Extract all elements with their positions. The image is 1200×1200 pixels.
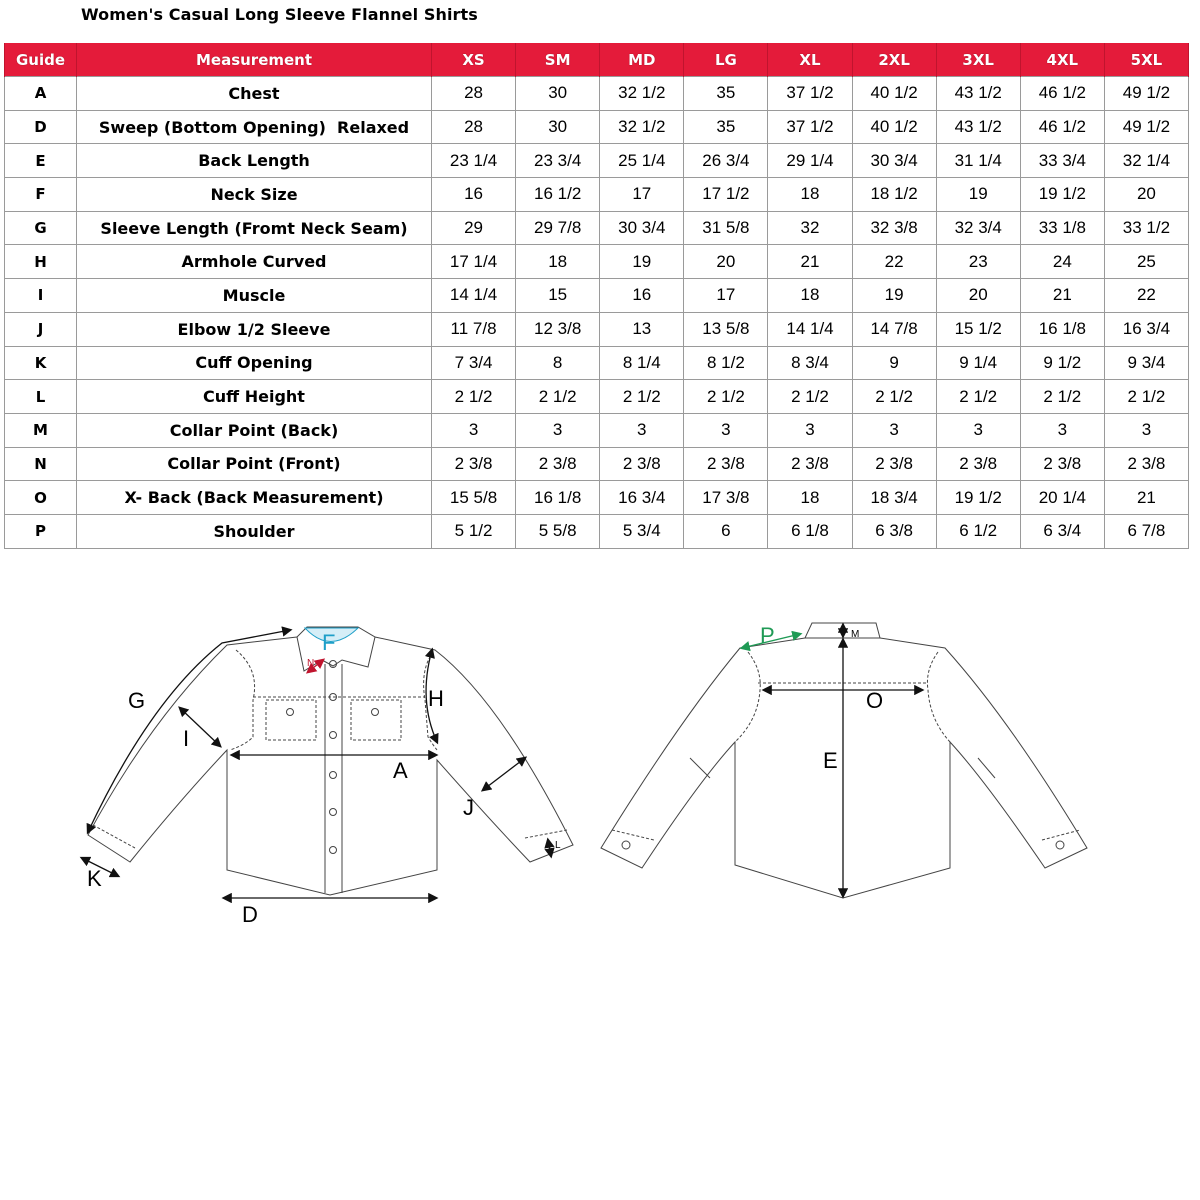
value-cell: 8 1/4 [600, 346, 684, 380]
table-header-row [5, 43, 1189, 77]
guide-cell: P [5, 514, 77, 548]
label-A: A [393, 758, 408, 783]
value-cell: 15 [516, 279, 600, 313]
column-header-3xl: 3XL [936, 43, 1020, 77]
value-cell: 15 5/8 [432, 481, 516, 515]
guide-cell: N [5, 447, 77, 481]
value-cell: 17 [684, 279, 768, 313]
value-cell: 9 [852, 346, 936, 380]
measurement-cell: Cuff Height [77, 380, 432, 414]
value-cell: 32 1/2 [600, 77, 684, 111]
value-cell: 2 3/8 [432, 447, 516, 481]
value-cell: 14 1/4 [432, 279, 516, 313]
value-cell: 2 3/8 [1104, 447, 1188, 481]
value-cell: 8 [516, 346, 600, 380]
column-header-md: MD [600, 43, 684, 77]
label-H: H [428, 686, 444, 711]
page-title: Women's Casual Long Sleeve Flannel Shirts [81, 5, 478, 24]
value-cell: 32 3/4 [936, 211, 1020, 245]
value-cell: 9 1/4 [936, 346, 1020, 380]
guide-cell: I [5, 279, 77, 313]
value-cell: 2 1/2 [1104, 380, 1188, 414]
value-cell: 8 1/2 [684, 346, 768, 380]
value-cell: 22 [852, 245, 936, 279]
value-cell: 46 1/2 [1020, 77, 1104, 111]
value-cell: 19 [852, 279, 936, 313]
value-cell: 26 3/4 [684, 144, 768, 178]
value-cell: 6 3/8 [852, 514, 936, 548]
size-chart-table [4, 43, 1189, 549]
back-shirt-drawing [601, 623, 1087, 898]
value-cell: 31 1/4 [936, 144, 1020, 178]
guide-cell: K [5, 346, 77, 380]
value-cell: 21 [1020, 279, 1104, 313]
measurement-cell: Collar Point (Front) [77, 447, 432, 481]
value-cell: 33 1/8 [1020, 211, 1104, 245]
value-cell: 6 1/2 [936, 514, 1020, 548]
guide-cell: O [5, 481, 77, 515]
value-cell: 40 1/2 [852, 77, 936, 111]
table-row [5, 178, 1189, 212]
column-header-4xl: 4XL [1020, 43, 1104, 77]
table-body [5, 77, 1189, 549]
value-cell: 23 [936, 245, 1020, 279]
measurement-cell: Muscle [77, 279, 432, 313]
table-row [5, 77, 1189, 111]
value-cell: 37 1/2 [768, 110, 852, 144]
measurement-cell: Sleeve Length (Fromt Neck Seam) [77, 211, 432, 245]
measurement-cell: Sweep (Bottom Opening) Relaxed [77, 110, 432, 144]
value-cell: 8 3/4 [768, 346, 852, 380]
value-cell: 29 1/4 [768, 144, 852, 178]
value-cell: 2 1/2 [684, 380, 768, 414]
value-cell: 20 1/4 [1020, 481, 1104, 515]
value-cell: 3 [852, 413, 936, 447]
label-J: J [463, 795, 474, 820]
value-cell: 13 [600, 312, 684, 346]
value-cell: 13 5/8 [684, 312, 768, 346]
value-cell: 43 1/2 [936, 77, 1020, 111]
value-cell: 22 [1104, 279, 1188, 313]
value-cell: 14 7/8 [852, 312, 936, 346]
label-D: D [242, 902, 258, 927]
value-cell: 15 1/2 [936, 312, 1020, 346]
table-row [5, 413, 1189, 447]
value-cell: 2 3/8 [600, 447, 684, 481]
value-cell: 28 [432, 77, 516, 111]
value-cell: 14 1/4 [768, 312, 852, 346]
value-cell: 35 [684, 77, 768, 111]
value-cell: 49 1/2 [1104, 77, 1188, 111]
value-cell: 11 7/8 [432, 312, 516, 346]
value-cell: 19 1/2 [1020, 178, 1104, 212]
value-cell: 2 3/8 [768, 447, 852, 481]
measurement-cell: Armhole Curved [77, 245, 432, 279]
value-cell: 23 1/4 [432, 144, 516, 178]
value-cell: 40 1/2 [852, 110, 936, 144]
guide-cell: A [5, 77, 77, 111]
label-I: I [183, 726, 190, 751]
value-cell: 18 [768, 481, 852, 515]
value-cell: 2 1/2 [516, 380, 600, 414]
value-cell: 20 [936, 279, 1020, 313]
front-dimension-arrows [82, 630, 551, 898]
table-row [5, 447, 1189, 481]
guide-cell: E [5, 144, 77, 178]
value-cell: 9 3/4 [1104, 346, 1188, 380]
table-row [5, 346, 1189, 380]
value-cell: 25 [1104, 245, 1188, 279]
value-cell: 5 3/4 [600, 514, 684, 548]
value-cell: 2 3/8 [852, 447, 936, 481]
value-cell: 35 [684, 110, 768, 144]
value-cell: 21 [1104, 481, 1188, 515]
value-cell: 37 1/2 [768, 77, 852, 111]
value-cell: 6 1/8 [768, 514, 852, 548]
label-O: O [866, 688, 884, 713]
table-row [5, 481, 1189, 515]
value-cell: 29 [432, 211, 516, 245]
value-cell: 7 3/4 [432, 346, 516, 380]
value-cell: 17 1/4 [432, 245, 516, 279]
measurement-cell: Chest [77, 77, 432, 111]
label-E: E [823, 748, 838, 773]
value-cell: 30 [516, 77, 600, 111]
table-row [5, 279, 1189, 313]
value-cell: 20 [1104, 178, 1188, 212]
value-cell: 16 3/4 [1104, 312, 1188, 346]
value-cell: 2 1/2 [768, 380, 852, 414]
value-cell: 2 1/2 [852, 380, 936, 414]
column-header-xs: XS [432, 43, 516, 77]
value-cell: 3 [432, 413, 516, 447]
guide-cell: G [5, 211, 77, 245]
value-cell: 29 7/8 [516, 211, 600, 245]
table-row [5, 380, 1189, 414]
value-cell: 6 [684, 514, 768, 548]
label-N: N [307, 658, 315, 669]
table-row [5, 245, 1189, 279]
guide-cell: J [5, 312, 77, 346]
value-cell: 19 [600, 245, 684, 279]
value-cell: 25 1/4 [600, 144, 684, 178]
value-cell: 32 [768, 211, 852, 245]
column-header-lg: LG [684, 43, 768, 77]
label-G: G [128, 688, 146, 713]
measurement-cell: Elbow 1/2 Sleeve [77, 312, 432, 346]
value-cell: 32 1/2 [600, 110, 684, 144]
guide-cell: L [5, 380, 77, 414]
value-cell: 32 1/4 [1104, 144, 1188, 178]
value-cell: 30 [516, 110, 600, 144]
measurement-cell: Cuff Opening [77, 346, 432, 380]
label-F: F [322, 630, 336, 655]
label-P: P [760, 623, 775, 648]
value-cell: 3 [768, 413, 852, 447]
value-cell: 23 3/4 [516, 144, 600, 178]
value-cell: 2 1/2 [936, 380, 1020, 414]
value-cell: 30 3/4 [852, 144, 936, 178]
measurement-cell: X- Back (Back Measurement) [77, 481, 432, 515]
value-cell: 2 1/2 [1020, 380, 1104, 414]
front-shirt-drawing [88, 627, 573, 895]
label-L: L [555, 840, 561, 851]
guide-cell: H [5, 245, 77, 279]
value-cell: 2 3/8 [684, 447, 768, 481]
value-cell: 3 [600, 413, 684, 447]
value-cell: 2 3/8 [1020, 447, 1104, 481]
value-cell: 18 [768, 178, 852, 212]
measurement-cell: Neck Size [77, 178, 432, 212]
value-cell: 28 [432, 110, 516, 144]
table-row [5, 312, 1189, 346]
value-cell: 5 5/8 [516, 514, 600, 548]
value-cell: 3 [516, 413, 600, 447]
value-cell: 21 [768, 245, 852, 279]
value-cell: 2 1/2 [600, 380, 684, 414]
value-cell: 18 [768, 279, 852, 313]
value-cell: 18 3/4 [852, 481, 936, 515]
value-cell: 17 [600, 178, 684, 212]
value-cell: 16 [432, 178, 516, 212]
shirt-measurement-diagram [0, 600, 1200, 940]
value-cell: 3 [684, 413, 768, 447]
value-cell: 16 1/8 [1020, 312, 1104, 346]
value-cell: 16 [600, 279, 684, 313]
label-K: K [87, 866, 102, 891]
value-cell: 24 [1020, 245, 1104, 279]
guide-cell: M [5, 413, 77, 447]
value-cell: 31 5/8 [684, 211, 768, 245]
table-row [5, 211, 1189, 245]
value-cell: 19 1/2 [936, 481, 1020, 515]
value-cell: 12 3/8 [516, 312, 600, 346]
measurement-cell: Shoulder [77, 514, 432, 548]
column-header-xl: XL [768, 43, 852, 77]
value-cell: 9 1/2 [1020, 346, 1104, 380]
value-cell: 46 1/2 [1020, 110, 1104, 144]
column-header-5xl: 5XL [1104, 43, 1188, 77]
value-cell: 6 3/4 [1020, 514, 1104, 548]
measurement-cell: Collar Point (Back) [77, 413, 432, 447]
value-cell: 3 [1020, 413, 1104, 447]
column-header-2xl: 2XL [852, 43, 936, 77]
value-cell: 33 1/2 [1104, 211, 1188, 245]
value-cell: 49 1/2 [1104, 110, 1188, 144]
column-header-measurement: Measurement [77, 43, 432, 77]
value-cell: 3 [936, 413, 1020, 447]
value-cell: 2 1/2 [432, 380, 516, 414]
value-cell: 3 [1104, 413, 1188, 447]
value-cell: 18 1/2 [852, 178, 936, 212]
value-cell: 17 1/2 [684, 178, 768, 212]
measurement-cell: Back Length [77, 144, 432, 178]
guide-cell: F [5, 178, 77, 212]
table-row [5, 514, 1189, 548]
table-row [5, 144, 1189, 178]
label-M: M [851, 629, 860, 640]
column-header-guide: Guide [5, 43, 77, 77]
value-cell: 33 3/4 [1020, 144, 1104, 178]
value-cell: 16 1/2 [516, 178, 600, 212]
guide-cell: D [5, 110, 77, 144]
value-cell: 17 3/8 [684, 481, 768, 515]
value-cell: 19 [936, 178, 1020, 212]
value-cell: 16 1/8 [516, 481, 600, 515]
value-cell: 2 3/8 [936, 447, 1020, 481]
column-header-sm: SM [516, 43, 600, 77]
value-cell: 32 3/8 [852, 211, 936, 245]
value-cell: 2 3/8 [516, 447, 600, 481]
value-cell: 20 [684, 245, 768, 279]
value-cell: 18 [516, 245, 600, 279]
value-cell: 6 7/8 [1104, 514, 1188, 548]
value-cell: 5 1/2 [432, 514, 516, 548]
value-cell: 30 3/4 [600, 211, 684, 245]
table-row [5, 110, 1189, 144]
value-cell: 43 1/2 [936, 110, 1020, 144]
value-cell: 16 3/4 [600, 481, 684, 515]
